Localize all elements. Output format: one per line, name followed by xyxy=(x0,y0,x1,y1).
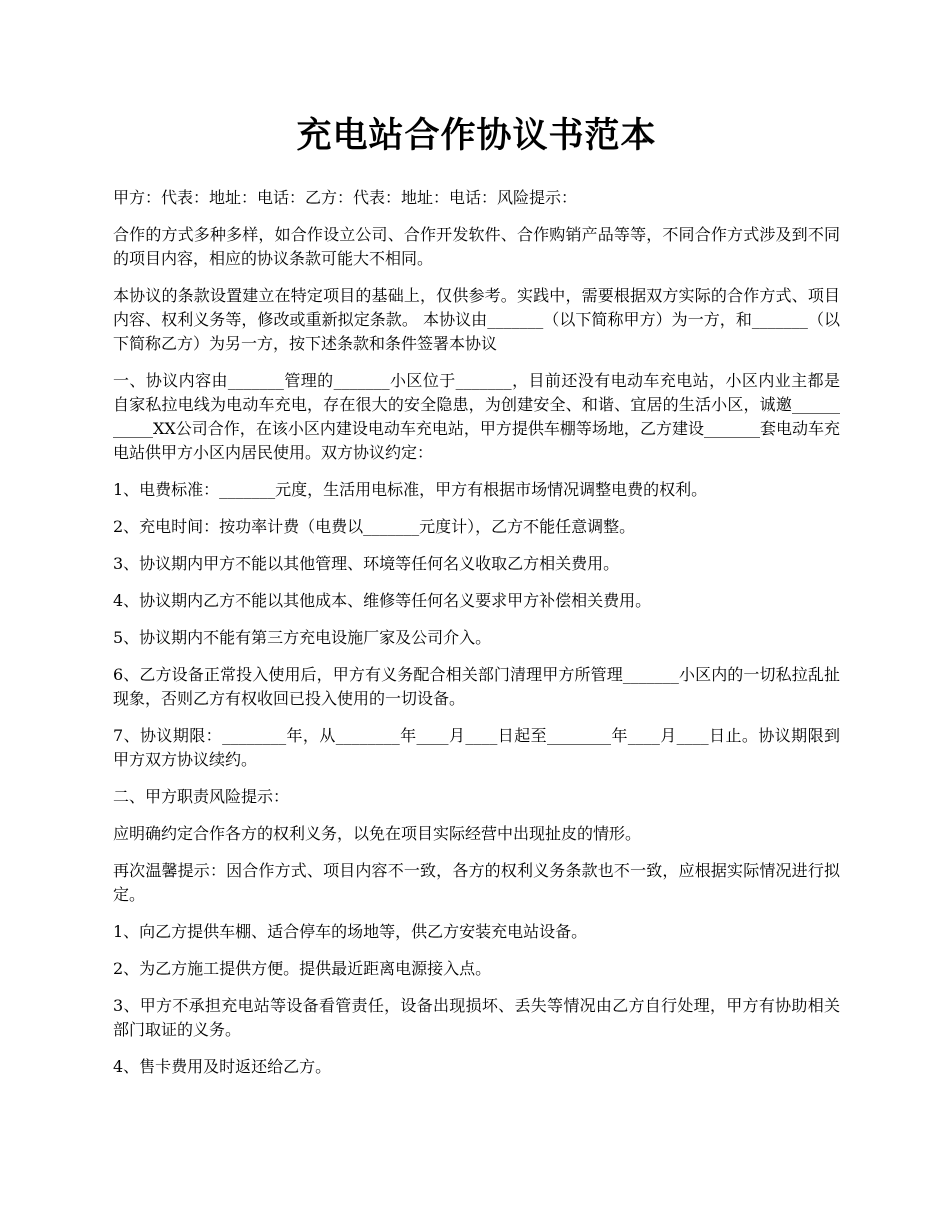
section-two-heading: 二、甲方职责风险提示： xyxy=(113,787,290,806)
section-one-content-paragraph: 一、协议内容由_______管理的_______小区位于_______，目前还没有电动车充电站，小区内业主都是自家私拉电线为电动车充电，存在很大的安全隐患，为创建安全、和谐、宜居的生活小区，诚邀___________XX公司合作，在该小区内建设电动车充电站，甲方提供车棚等场地，乙方建设_______套电动车充电站供甲方小区内居民使用。双方协议约定： xyxy=(113,371,840,462)
clause-item-3: 3、协议期内甲方不能以其他管理、环境等任何名义收取乙方相关费用。 xyxy=(113,554,620,573)
clause-item-5: 5、协议期内不能有第三方充电设施厂家及公司介入。 xyxy=(113,628,492,647)
cooperation-methods-paragraph: 合作的方式多种多样，如合作设立公司、合作开发软件、合作购销产品等等，不同合作方式涉及到不同的项目内容，相应的协议条款可能大不相同。 xyxy=(113,225,840,268)
duty-item-1: 1、向乙方提供车棚、适合停车的场地等，供乙方安装充电站设备。 xyxy=(113,922,588,941)
parties-line: 甲方：代表：地址：电话：乙方：代表：地址：电话：风险提示： xyxy=(113,188,578,207)
document-title: 充电站合作协议书范本 xyxy=(296,115,657,156)
clause-item-7: 7、协议期限：________年，从________年____月____日起至________年____月____日止。协议期限到甲方双方协议续约。 xyxy=(113,726,840,769)
duty-item-3: 3、甲方不承担充电站等设备看管责任，设备出现损坏、丢失等情况由乙方自行处理，甲方有协助相关部门取证的义务。 xyxy=(113,996,840,1039)
clause-item-2: 2、充电时间：按功率计费（电费以_______元度计），乙方不能任意调整。 xyxy=(113,517,636,536)
duty-item-2: 2、为乙方施工提供方便。提供最近距离电源接入点。 xyxy=(113,959,492,978)
clause-basis-paragraph: 本协议的条款设置建立在特定项目的基础上，仅供参考。实践中，需要根据双方实际的合作方式、项目内容、权利义务等，修改或重新拟定条款。 本协议由_______（以下简称甲方）为一方，和_______（以下简称乙方）为另一方，按下述条款和条件签署本协议 xyxy=(113,286,840,353)
reminder-paragraph: 再次温馨提示：因合作方式、项目内容不一致，各方的权利义务条款也不一致，应根据实际情况进行拟定。 xyxy=(113,861,840,904)
rights-obligations-note: 应明确约定合作各方的权利义务，以免在项目实际经营中出现扯皮的情形。 xyxy=(113,824,642,843)
clause-item-4: 4、协议期内乙方不能以其他成本、维修等任何名义要求甲方补偿相关费用。 xyxy=(113,591,652,610)
clause-item-1: 1、电费标准：_______元度，生活用电标准，甲方有根据市场情况调整电费的权利。 xyxy=(113,480,708,499)
clause-item-6: 6、乙方设备正常投入使用后，甲方有义务配合相关部门清理甲方所管理_______小区内的一切私拉乱扯现象，否则乙方有权收回已投入使用的一切设备。 xyxy=(113,665,840,708)
duty-item-4: 4、售卡费用及时返还给乙方。 xyxy=(113,1057,332,1076)
